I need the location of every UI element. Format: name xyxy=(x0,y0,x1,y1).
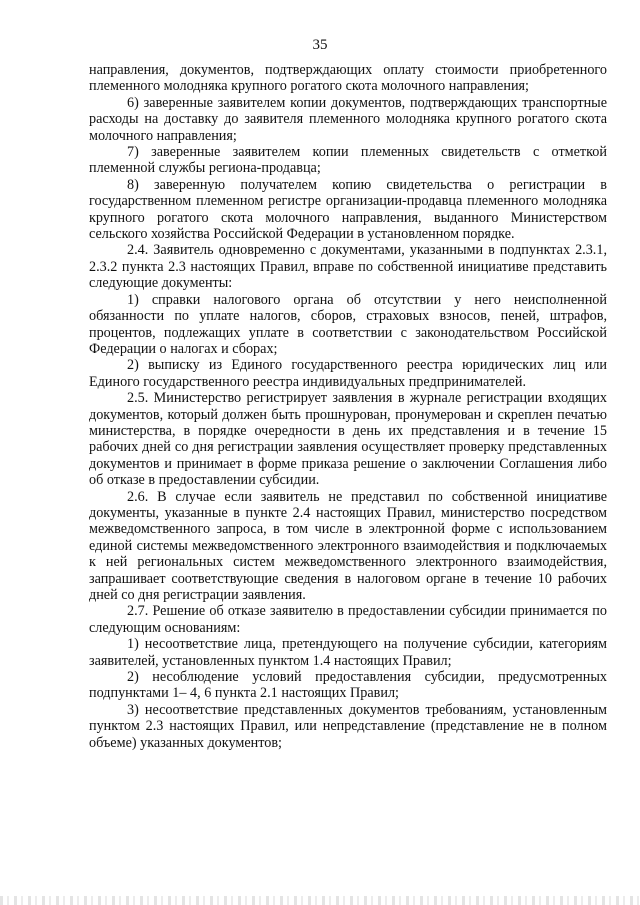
clause-2-6: 2.6. В случае если заявитель не представил по собственной инициативе документы, указанные в пункте 2.4 настоящих Правил, министерство посредством межведомственного запроса, в том числе в электронной форме с использованием единой системы межведомственного электронного взаимодействия и подключаемых к ней региональных систем межведомственного электронного взаимодействия, запрашивает соответствующие сведения в налоговом органе в течение 10 рабочих дней со дня регистрации заявления. xyxy=(89,488,607,603)
document-body xyxy=(89,62,607,751)
clause-2-4-item-1: 1) справки налогового органа об отсутствии у него неисполненной обязанности по уплате налогов, сборов, страховых взносов, пеней, штрафов, процентов, подлежащих уплате в соответствии с законодательством Российской Федерации о налогах и сборах; xyxy=(89,291,607,357)
clause-2-7-item-3: 3) несоответствие представленных документов требованиям, установленным пунктом 2.3 настоящих Правил, или непредставление (представление не в полном объеме) указанных документов; xyxy=(89,701,607,751)
clause-2-4-item-2: 2) выписку из Единого государственного реестра юридических лиц или Единого государственного реестра индивидуальных предпринимателей. xyxy=(89,357,607,390)
clause-2-4: 2.4. Заявитель одновременно с документами, указанными в подпунктах 2.3.1, 2.3.2 пункта 2.3 настоящих Правил, вправе по собственной инициативе представить следующие документы: xyxy=(89,242,607,292)
paragraph-continuation: направления, документов, подтверждающих оплату стоимости приобретенного племенного молодняка крупного рогатого скота молочного направления; xyxy=(89,62,607,95)
clause-2-7: 2.7. Решение об отказе заявителю в предоставлении субсидии принимается по следующим основаниям: xyxy=(89,603,607,636)
list-item-6: 6) заверенные заявителем копии документов, подтверждающих транспортные расходы на доставку до заявителя племенного молодняка крупного рогатого скота молочного направления; xyxy=(89,94,607,144)
clause-2-5: 2.5. Министерство регистрирует заявления в журнале регистрации входящих документов, который должен быть прошнурован, пронумерован и скреплен печатью министерства, в порядке очередности в день их представления и в течение 15 рабочих дней со дня регистрации заявления осуществляет проверку представленных документов и принимает в форме приказа решение о заключении Соглашения либо об отказе в предоставлении субсидии. xyxy=(89,390,607,489)
scan-edge-artifact xyxy=(0,896,640,905)
clause-2-7-item-2: 2) несоблюдение условий предоставления субсидии, предусмотренных подпунктами 1– 4, 6 пункта 2.1 настоящих Правил; xyxy=(89,669,607,702)
clause-2-7-item-1: 1) несоответствие лица, претендующего на получение субсидии, категориям заявителей, установленных пунктом 1.4 настоящих Правил; xyxy=(89,636,607,669)
list-item-7: 7) заверенные заявителем копии племенных свидетельств с отметкой племенной службы региона-продавца; xyxy=(89,144,607,177)
list-item-8: 8) заверенную получателем копию свидетельства о регистрации в государственном племенном регистре организации-продавца племенного молодняка крупного рогатого скота молочного направления, выданного Министерством сельского хозяйства Российской Федерации в установленном порядке. xyxy=(89,176,607,243)
page-number: 35 xyxy=(312,37,328,53)
